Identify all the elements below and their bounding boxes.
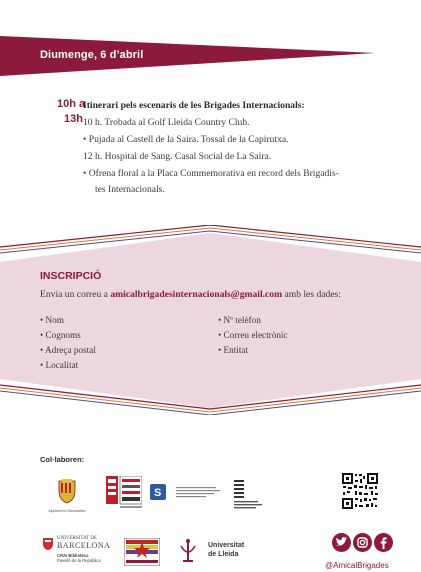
udl-line2: de Lleida [208, 551, 239, 558]
ub-line2: BARCELONA [57, 541, 111, 550]
field-item: • Nom [40, 315, 64, 325]
udl-emblem-icon [178, 538, 198, 564]
s-logo-icon [150, 484, 222, 506]
itinerary-line: • Ofrena floral a la Placa Commemorativa en record dels Brigadis- [83, 168, 339, 179]
itinerary-line: 10 h. Trobada al Golf Lleida Country Club. [83, 117, 250, 128]
inscription-title: INSCRIPCIÓ [40, 270, 102, 282]
biblioteques-logo-icon [232, 478, 276, 512]
date-heading: Diumenge, 6 d’abril [40, 49, 144, 61]
universitat-barcelona-logo [42, 536, 114, 568]
instagram-icon[interactable] [353, 533, 372, 552]
brigades-badge-icon [124, 538, 160, 566]
ub-line3: CRAI Biblioteca [57, 553, 89, 558]
itinerary-line: tes Internacionals. [95, 184, 165, 195]
ub-shield-icon [42, 537, 54, 551]
itinerary-line: 12 h. Hospital de Sang. Casal Social de La Saira. [83, 151, 272, 162]
field-item: • Correu electrònic [218, 330, 288, 340]
field-item: • Localitat [40, 360, 79, 370]
time-end: 13h [64, 113, 83, 125]
coat-of-arms-icon [42, 478, 92, 512]
field-item: • Cognoms [40, 330, 81, 340]
ub-line1: UNIVERSITAT DE [57, 536, 97, 541]
cartell-icon [106, 476, 142, 512]
field-item: • Nº telèfon [218, 315, 261, 325]
svg-text:S: S [154, 487, 162, 499]
ub-line4: Pavelló de la República [57, 558, 101, 563]
time-start: 10h a [57, 98, 86, 110]
twitter-icon[interactable] [332, 533, 351, 552]
inscription-text: Envia un correu a amicalbrigadesinternacionals@gmail.com amb les dades: [40, 289, 341, 300]
qr-code-icon[interactable] [341, 472, 379, 510]
social-handle[interactable]: @AmicalBrigades [325, 561, 389, 570]
field-item: • Entitat [218, 345, 249, 355]
itinerary-title: Itinerari pels escenaris de les Brigades Internacionals: [83, 100, 305, 111]
collaborators-title: Col·laboren: [40, 455, 85, 464]
field-item: • Adreça postal [40, 345, 96, 355]
logo-caption: Ajuntament d'Almacelles [48, 509, 86, 513]
udl-logo [178, 538, 248, 566]
facebook-icon[interactable] [374, 533, 393, 552]
email-link[interactable]: amicalbrigadesinternacionals@gmail.com [110, 289, 283, 300]
udl-line1: Universitat [208, 542, 245, 549]
itinerary-line: • Pujada al Castell de la Saira. Tossal de la Capirutxa. [83, 134, 289, 145]
